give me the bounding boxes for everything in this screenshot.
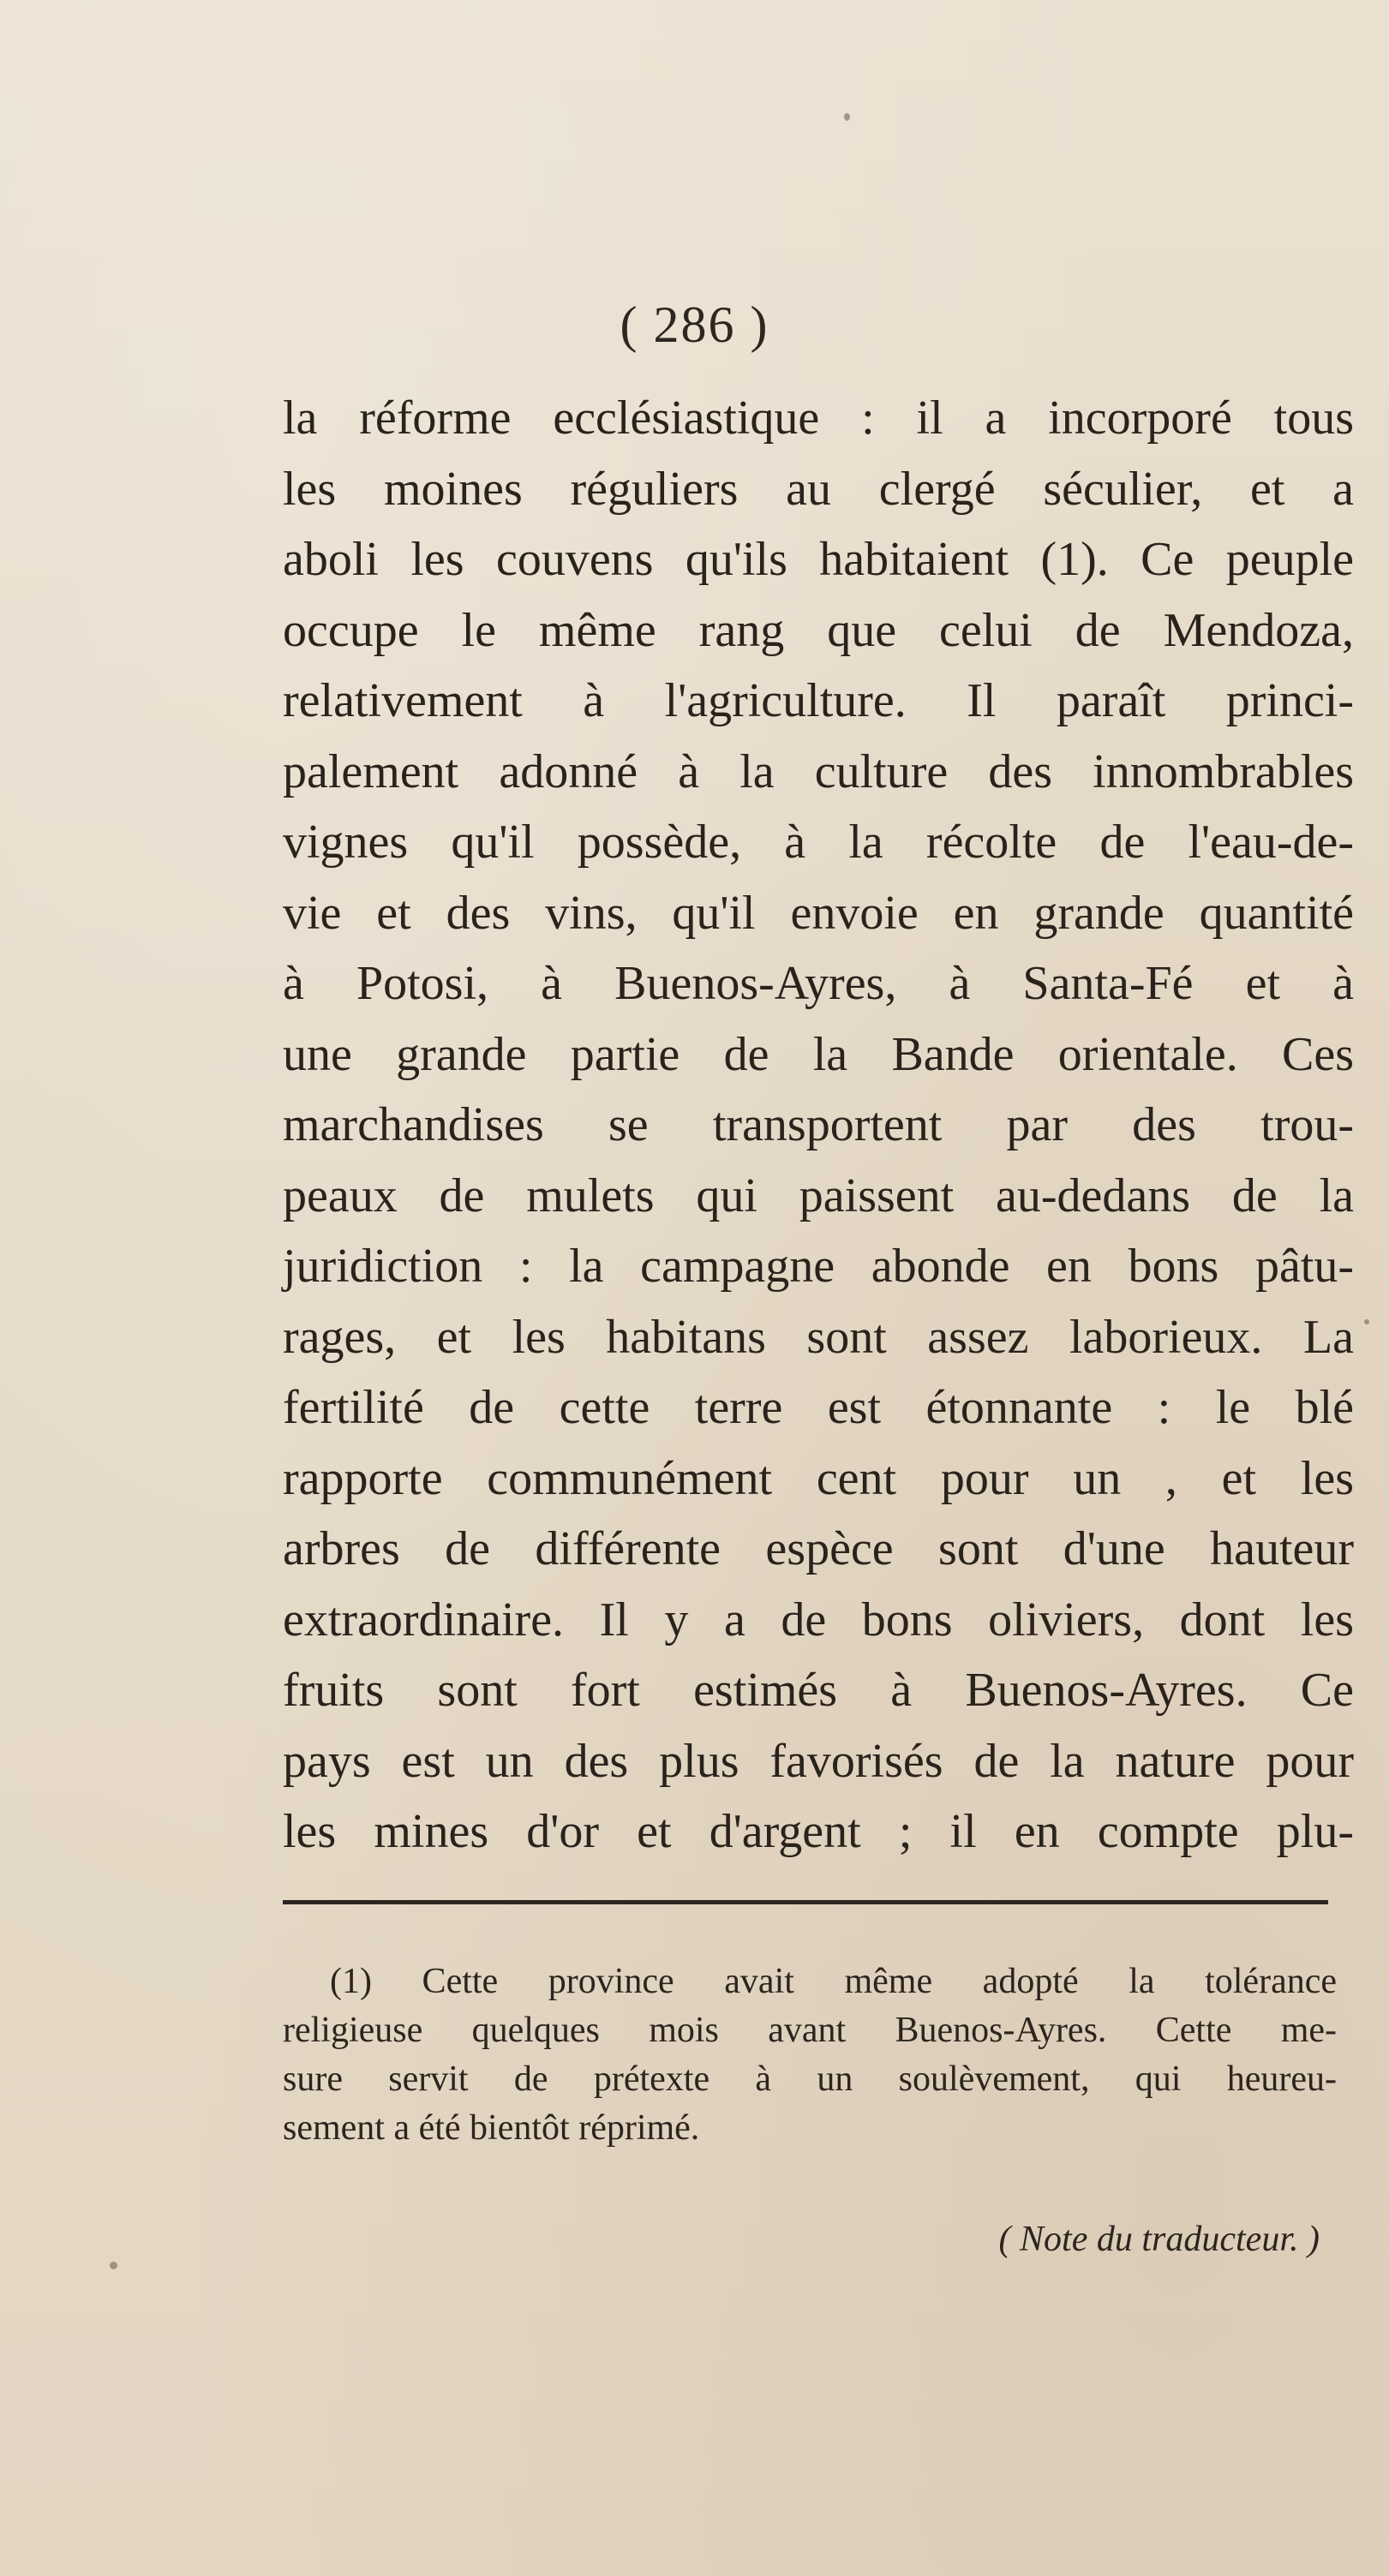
text-line: marchandises se transportent par des trou- (283, 1098, 1354, 1151)
text-line: la réforme ecclésiastique : il a incorporé tous (283, 391, 1354, 445)
text-line: peaux de mulets qui paissent au-dedans de la (283, 1168, 1354, 1222)
page-number-header: ( 286 ) (620, 296, 769, 353)
text-line: fertilité de cette terre est étonnante : le blé (283, 1381, 1354, 1434)
text-line: occupe le même rang que celui de Mendoza, (283, 603, 1354, 657)
footnote-line: religieuse quelques mois avant Buenos-Ayres. Cette me- (283, 2011, 1337, 2050)
text-line: vignes qu'il possède, à la récolte de l'eau-de- (283, 816, 1354, 869)
text-line: rages, et les habitans sont assez laborieux. La (283, 1310, 1354, 1364)
paper-speck (1364, 1319, 1369, 1324)
text-line: aboli les couvens qu'ils habitaient (1). Ce peuple (283, 533, 1354, 586)
text-line: à Potosi, à Buenos-Ayres, à Santa-Fé et à (283, 957, 1354, 1010)
main-text (283, 383, 1354, 1868)
text-line: fruits sont fort estimés à Buenos-Ayres. Ce (283, 1664, 1354, 1717)
paper-speck (844, 113, 850, 121)
text-line: palement adonné à la culture des innombrables (283, 744, 1354, 798)
footnote-attribution: ( Note du traducteur. ) (998, 2220, 1320, 2259)
text-line: rapporte communément cent pour un , et les (283, 1451, 1354, 1505)
text-line: les moines réguliers au clergé séculier, et a (283, 462, 1354, 516)
text-line: extraordinaire. Il y a de bons oliviers, dont les (283, 1593, 1354, 1647)
text-line: juridiction : la campagne abonde en bons pâtu- (283, 1240, 1354, 1293)
footnote-line: sure servit de prétexte à un soulèvement, qui heureu- (283, 2059, 1337, 2099)
text-line: une grande partie de la Bande orientale. Ces (283, 1027, 1354, 1081)
footnote-divider (283, 1900, 1328, 1904)
text-line: vie et des vins, qu'il envoie en grande quantité (283, 886, 1354, 940)
footnote-line: (1) Cette province avait même adopté la tolérance (330, 1962, 1337, 2001)
footnote (283, 1957, 1337, 2153)
text-line: arbres de différente espèce sont d'une hauteur (283, 1522, 1354, 1575)
text-line: les mines d'or et d'argent ; il en compte plu- (283, 1805, 1354, 1858)
footnote-line: sement a été bientôt réprimé. (283, 2108, 700, 2148)
text-line: pays est un des plus favorisés de la nature pour (283, 1734, 1354, 1788)
paper-speck (110, 2262, 117, 2269)
text-line: relativement à l'agriculture. Il paraît princi- (283, 674, 1354, 727)
